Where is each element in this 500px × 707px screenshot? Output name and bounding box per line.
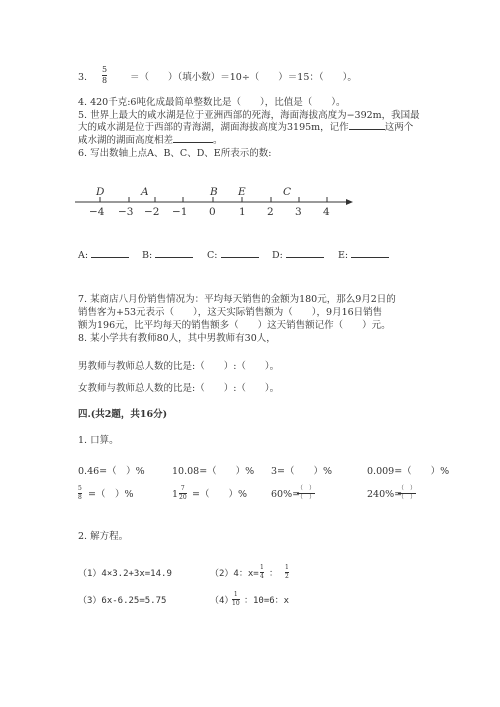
q7-line2: 销售客为+53元表示（ ），这天实际销售额为（ ），9月16日销售 bbox=[78, 307, 383, 318]
equation-1: （1）4×3.2+3x=14.9 bbox=[78, 569, 172, 579]
oral-fraction: （ ） （ ） bbox=[297, 485, 316, 501]
tick-label: 2 bbox=[267, 206, 274, 218]
equation-4: （4） bbox=[210, 596, 234, 606]
answer-b: B: bbox=[142, 251, 193, 261]
answer-d: D: bbox=[272, 251, 324, 261]
oral-item: 240%= bbox=[367, 489, 403, 500]
oral-item: =（ ）% bbox=[192, 489, 247, 500]
oral-item: 3=（ ）% bbox=[271, 466, 333, 477]
q4-text: 4. 420千克:6吨化成最简单整数比是（ ），比值是（ ）。 bbox=[78, 97, 346, 108]
point-label-a: A bbox=[141, 186, 149, 198]
q7-line1: 7. 某商店八月份销售情况为：平均每天销售的金额为180元，那么9月2日的 bbox=[78, 294, 396, 305]
point-label-c: C bbox=[283, 186, 292, 198]
q5-line2: 大的咸水湖是位于西部的青海湖，湖面海拔高度为3195m，记作 这两个 bbox=[78, 122, 414, 133]
answer-e: E: bbox=[338, 251, 389, 261]
oral-fraction: 5 8 bbox=[78, 485, 82, 501]
q8-line1: 8. 某小学共有教师80人，其中男教师有30人， bbox=[78, 333, 276, 344]
equation-fraction: 1 10 bbox=[232, 591, 240, 607]
oral-item: 10.08=（ ）% bbox=[172, 466, 255, 477]
equation-fraction: 1 4 bbox=[260, 564, 264, 580]
mixed-number-whole: 1 bbox=[172, 489, 179, 500]
p2-title: 2. 解方程。 bbox=[78, 531, 129, 542]
point-label-e: E bbox=[238, 186, 246, 198]
q3-text: ＝（ ）（填小数）＝10÷（ ）＝15：（ ）。 bbox=[130, 72, 357, 83]
q7-line3: 额为196元，比平均每天的销售额多（ ）这天销售额记作（ ）元。 bbox=[78, 320, 391, 331]
tick-label: 0 bbox=[209, 206, 216, 218]
q3-fraction: 5 8 bbox=[102, 65, 108, 85]
q6-title: 6. 写出数轴上点A、B、C、D、E所表示的数: bbox=[78, 148, 272, 159]
oral-fraction: （ ） （ ） bbox=[398, 485, 417, 501]
equation-4-rest: ：10=6：x bbox=[244, 596, 290, 606]
answer-c: C: bbox=[207, 251, 259, 261]
point-label-b: B bbox=[210, 186, 218, 198]
section-heading: 四.(共2题，共16分) bbox=[78, 409, 168, 420]
tick-label: −2 bbox=[144, 206, 160, 218]
tick-label: −1 bbox=[172, 206, 188, 218]
q8-male-ratio: 男教师与教师总人数的比是:（ ）:（ ）。 bbox=[78, 361, 280, 372]
equation-3: （3）6x-6.25=5.75 bbox=[78, 596, 167, 606]
tick-label: 4 bbox=[323, 206, 330, 218]
q5-line1: 5. 世界上最大的咸水湖是位于亚洲西部的死海，海面海拔高度为−392m，我国最 bbox=[78, 110, 420, 121]
oral-item: =（ ）% bbox=[88, 489, 134, 500]
oral-fraction: 7 20 bbox=[179, 485, 187, 501]
tick-label: 1 bbox=[239, 206, 246, 218]
q5-line3: 咸水湖的湖面高度相差 。 bbox=[78, 135, 223, 146]
answer-a: A: bbox=[78, 251, 129, 261]
p1-title: 1. 口算。 bbox=[78, 435, 119, 446]
equation-fraction: 1 2 bbox=[285, 564, 289, 580]
oral-item: 0.009=（ ）% bbox=[367, 466, 450, 477]
tick-label: −4 bbox=[89, 206, 105, 218]
q8-female-ratio: 女教师与教师总人数的比是:（ ）:（ ）。 bbox=[78, 383, 280, 394]
tick-label: 3 bbox=[295, 206, 302, 218]
tick-label: −3 bbox=[118, 206, 134, 218]
q3-number: 3. bbox=[78, 72, 88, 83]
oral-item: 0.46=（ ）% bbox=[78, 466, 145, 477]
equation-2-colon: ： bbox=[269, 569, 279, 579]
point-label-d: D bbox=[96, 186, 105, 198]
arrow-head-icon bbox=[346, 199, 353, 205]
equation-2: （2）4：x= bbox=[210, 569, 259, 579]
oral-item: 60%= bbox=[271, 489, 301, 500]
